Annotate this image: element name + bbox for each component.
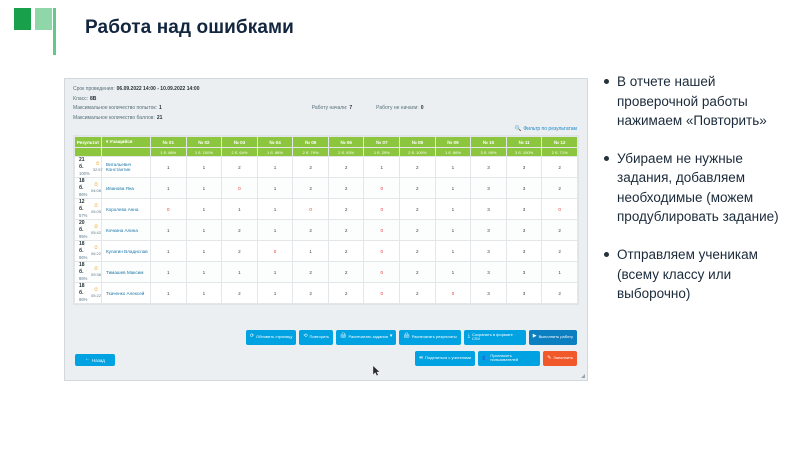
table-row[interactable] [75,199,578,220]
cell-task-6[interactable]: 2 [328,199,364,220]
cell-task-1[interactable]: 1 [151,283,187,304]
cell-task-5[interactable]: 2 [293,220,329,241]
cell-task-9[interactable]: 1 [435,157,471,178]
cell-task-8[interactable]: 2 [400,199,436,220]
cell-task-3[interactable]: 2 [222,241,258,262]
print-results-button[interactable] [399,330,460,345]
cell-task-7[interactable]: 0 [364,262,400,283]
cell-task-10[interactable]: 3 [471,199,507,220]
cell-pupil[interactable]: Тимашев Максим [102,262,151,283]
cell-task-8[interactable]: 2 [400,241,436,262]
cell-task-10[interactable]: 3 [471,220,507,241]
sub-task-2 [186,148,222,157]
cell-task-9[interactable]: 1 [435,220,471,241]
cell-task-3[interactable]: 1 [222,262,258,283]
list-item [604,72,794,131]
cell-task-9[interactable]: 0 [435,283,471,304]
results-table-wrapper [73,135,579,305]
col-pupil[interactable] [102,137,151,148]
cell-task-8[interactable]: 2 [400,262,436,283]
bullet-dot-icon [604,156,609,161]
table-row[interactable] [75,157,578,178]
results-table-body [75,157,578,304]
back-button[interactable] [75,354,115,366]
cell-task-3[interactable]: 2 [222,157,258,178]
cell-task-5[interactable]: 2 [293,157,329,178]
points-row [73,114,579,124]
bullet-text-1: В отчете нашей проверочной работы нажимаем «Повторить» [617,74,767,129]
cell-task-1[interactable]: 1 [151,178,187,199]
invite-users-button[interactable] [478,351,540,366]
sub-task-7 [364,148,400,157]
mouse-cursor-icon [373,366,380,376]
save-csv-label: Сохранить в формате CSV [471,331,513,342]
table-row[interactable] [75,220,578,241]
points-label: Максимальное количество баллов: [73,114,155,121]
sub-task-5 [293,148,329,157]
sub-task-10-score: 3 б. [480,149,488,155]
started-label: Работу начали: [311,105,348,111]
cell-task-7[interactable]: 0 [364,283,400,304]
fill-button[interactable] [543,351,577,366]
cell-task-2[interactable]: 1 [186,178,222,199]
fill-icon: ✎ [547,354,552,361]
col-task-3[interactable]: № 03 [222,137,258,148]
cell-task-1[interactable]: 1 [151,262,187,283]
cell-task-8[interactable]: 2 [400,178,436,199]
arrow-left-icon: ← [85,356,90,363]
sub-task-5-pct: 79% [310,149,319,155]
sub-task-4 [257,148,293,157]
filter-label: Фильтр по результатам [523,126,577,132]
sub-task-7-pct: 29% [381,149,390,155]
cell-task-12[interactable]: 2 [542,220,578,241]
back-button-label: Назад [92,357,105,363]
cell-task-7[interactable]: 0 [364,199,400,220]
col-task-8[interactable]: № 08 [400,137,436,148]
do-work-label: Выполнить работу [538,333,573,339]
sub-task-12 [542,148,578,157]
list-item [604,245,794,304]
sub-task-10-pct: 95% [488,149,497,155]
cell-task-4[interactable]: 1 [257,178,293,199]
cell-task-6[interactable]: 2 [328,220,364,241]
period-label: Срок проведения: [73,86,115,92]
cell-task-11[interactable]: 3 [506,241,542,262]
cell-task-2[interactable]: 1 [186,220,222,241]
decorative-squares [14,8,52,30]
period-row [73,85,579,95]
report-screenshot-panel [64,78,588,381]
cell-result: 12 б. 57% ⏱ 05:05 [75,199,102,220]
resize-corner-icon [581,374,585,378]
cell-task-3[interactable]: 0 [222,178,258,199]
sub-task-3-pct: 64% [239,149,248,155]
class-label: Класс: [73,95,88,102]
chevron-down-icon: ▾ [389,333,393,340]
sub-task-8 [400,148,436,157]
cell-task-9[interactable]: 1 [435,241,471,262]
table-row[interactable] [75,241,578,262]
download-icon: ⤓ [467,333,470,340]
sub-task-1-pct: 86% [168,149,177,155]
cell-task-4[interactable]: 1 [257,283,293,304]
class-row [73,95,579,105]
search-icon: 🔍 [514,126,522,132]
col-task-11[interactable]: № 11 [506,137,542,148]
cell-pupil[interactable]: Ткаченко Алексей [102,283,151,304]
cell-result: 18 б. 86% ⏱ 06:22 [75,241,102,262]
bullet-list [604,72,794,322]
cell-task-3[interactable]: 2 [222,220,258,241]
bullet-dot-icon [604,79,609,84]
refresh-page-label: Обновить страницу [256,333,293,339]
sub-task-2-pct: 100% [202,149,213,155]
cell-task-1[interactable]: 0 [151,199,187,220]
bullet-dot-icon [604,252,609,257]
attempts-row [73,104,579,114]
cell-task-7[interactable]: 0 [364,241,400,262]
sub-task-9-pct: 86% [452,149,461,155]
cell-task-4[interactable]: 1 [257,199,293,220]
sort-caret-icon: ▾ [106,139,110,144]
col-task-1[interactable]: № 01 [151,137,187,148]
sub-task-8-pct: 100% [416,149,427,155]
bullet-text-2: Убираем не нужные задания, добавляем необходимые (можем продублировать задание) [617,150,779,225]
sub-task-6 [328,148,364,157]
cell-task-11[interactable]: 3 [506,199,542,220]
cell-task-6[interactable]: 2 [328,241,364,262]
cell-task-11[interactable]: 3 [506,178,542,199]
not-started-label: Работу не начали: [376,105,419,111]
col-task-5[interactable]: № 05 [293,137,329,148]
cell-task-12[interactable]: 2 [542,178,578,199]
cell-task-10[interactable]: 3 [471,283,507,304]
cell-task-2[interactable]: 1 [186,262,222,283]
cell-task-5[interactable]: 2 [293,178,329,199]
cell-task-2[interactable]: 1 [186,157,222,178]
sub-task-3-score: 2 б. [231,149,239,155]
cell-task-6[interactable]: 2 [328,157,364,178]
sub-task-10 [471,148,507,157]
col-task-4[interactable]: № 04 [257,137,293,148]
cell-task-4[interactable]: 1 [257,157,293,178]
results-table [74,136,578,304]
cell-task-5[interactable]: 0 [293,199,329,220]
col-task-7[interactable]: № 07 [364,137,400,148]
page-title: Работа над ошибками [85,17,294,38]
cell-task-4[interactable]: 1 [257,220,293,241]
invite-users-label: Пригласить пользователей [490,352,519,363]
table-row[interactable] [75,178,578,199]
cell-task-11[interactable]: 3 [506,220,542,241]
sub-task-1 [151,148,187,157]
cell-task-5[interactable]: 1 [293,241,329,262]
printer-results-icon: 🖨 [403,333,410,340]
header-row-main [75,137,578,148]
cell-task-10[interactable]: 3 [471,157,507,178]
cell-task-1[interactable]: 1 [151,241,187,262]
period-value: 06.09.2022 14:00 - 10.09.2022 14:00 [116,86,200,92]
users-icon: 👥 [482,354,489,361]
cell-pupil[interactable]: Иванова Яна [102,178,151,199]
cell-task-1[interactable]: 1 [151,157,187,178]
cell-task-10[interactable]: 3 [471,262,507,283]
results-table-head [75,137,578,157]
col-pupil-label: Учащийся [109,139,133,144]
cell-task-11[interactable]: 3 [506,262,542,283]
save-csv-button[interactable] [464,330,526,345]
sub-task-12-pct: 71% [559,149,568,155]
cell-result: 20 б. 95% ⏱ 05:42 [75,220,102,241]
sub-task-4-score: 1 б. [267,149,274,155]
cell-task-8[interactable]: 2 [400,157,436,178]
points-value: 21 [156,114,163,121]
cell-pupil[interactable]: Кулагин Владислав [102,241,151,262]
cell-task-1[interactable]: 1 [151,220,187,241]
share-teachers-label: Поделиться с учителями [425,355,472,361]
cell-task-3[interactable]: 1 [222,199,258,220]
fill-label: Заполнить [553,355,573,361]
decor-square-dark [14,8,31,30]
col-task-9[interactable]: № 09 [435,137,471,148]
cell-task-2[interactable]: 1 [186,283,222,304]
cell-task-9[interactable]: 1 [435,262,471,283]
cell-task-6[interactable]: 2 [328,178,364,199]
cell-task-12[interactable]: 2 [542,241,578,262]
table-row[interactable] [75,262,578,283]
cell-result: 18 б. 86% ⏱ 04:08 [75,178,102,199]
col-task-12[interactable]: № 12 [542,137,578,148]
class-value: 8В [90,95,97,102]
not-started-value: 0 [420,105,424,111]
sub-task-6-score: 2 б. [338,149,345,155]
cell-task-4[interactable]: 1 [257,262,293,283]
col-result[interactable]: Результат [75,137,102,148]
sub-task-3 [222,148,258,157]
action-row-2 [75,351,577,366]
sub-result [75,148,102,157]
print-tasks-label: Распечатать задания [348,333,388,339]
play-icon: ▶ [532,333,537,340]
cell-task-5[interactable]: 2 [293,262,329,283]
cell-task-7[interactable]: 0 [364,178,400,199]
cell-task-10[interactable]: 3 [471,241,507,262]
cell-task-8[interactable]: 2 [400,220,436,241]
cell-pupil[interactable]: Кочкина Алина [102,220,151,241]
report-header [65,79,587,125]
printer-icon: 🖨 [340,333,347,340]
cell-task-6[interactable]: 2 [328,283,364,304]
cell-task-2[interactable]: 1 [186,241,222,262]
header-row-sub [75,148,578,157]
cell-task-2[interactable]: 1 [186,199,222,220]
cell-result: 18 б. 86% ⏱ 05:22 [75,283,102,304]
sub-task-11 [506,148,542,157]
sub-task-7-score: 1 б. [373,149,381,155]
action-row-1 [75,330,577,345]
sub-task-5-score: 2 б. [302,149,310,155]
list-item [604,149,794,227]
col-task-10[interactable]: № 10 [471,137,507,148]
refresh-page-button[interactable] [246,330,296,345]
print-tasks-button[interactable] [336,330,396,345]
bullet-text-3: Отправляем ученикам (всему классу или выборочно) [617,246,758,302]
cell-task-11[interactable]: 3 [506,283,542,304]
action-button-bar [65,330,587,366]
cell-task-6[interactable]: 2 [328,262,364,283]
cell-task-10[interactable]: 3 [471,178,507,199]
col-task-2[interactable]: № 02 [186,137,222,148]
cell-task-3[interactable]: 2 [222,283,258,304]
sub-task-2-score: 1 б. [194,149,202,155]
attempts-value: 1 [158,105,162,111]
cell-task-5[interactable]: 2 [293,283,329,304]
repeat-button[interactable] [299,330,333,345]
decor-square-light [35,8,52,30]
col-task-6[interactable]: № 06 [328,137,364,148]
filter-by-results-link[interactable] [65,125,587,135]
cell-task-12[interactable]: 2 [542,283,578,304]
cell-result: 21 б. 100% ⏱ 32:57 [75,157,102,178]
decor-vertical-bar [53,8,56,55]
sub-task-9 [435,148,471,157]
repeat-icon: ⟲ [303,333,308,340]
cell-result: 18 б. 86% ⏱ 09:36 [75,262,102,283]
repeat-label: Повторить [309,333,330,339]
cell-task-11[interactable]: 3 [506,157,542,178]
cell-task-9[interactable]: 1 [435,199,471,220]
cell-task-7[interactable]: 0 [364,220,400,241]
sub-task-4-pct: 86% [274,149,283,155]
print-results-label: Распечатать результаты [411,333,457,339]
refresh-icon: ⟳ [249,333,255,340]
sub-task-11-score: 3 б. [515,149,522,155]
cell-task-12[interactable]: 0 [542,199,578,220]
cell-task-4[interactable]: 0 [257,241,293,262]
sub-task-9-score: 1 б. [444,149,452,155]
do-work-button[interactable] [529,330,577,345]
share-teachers-button[interactable] [415,351,475,366]
sub-task-12-score: 2 б. [551,149,559,155]
sub-task-8-score: 2 б. [408,149,416,155]
attempts-label: Максимальное количество попыток: [73,105,157,111]
cell-task-8[interactable]: 2 [400,283,436,304]
sub-task-11-pct: 100% [522,149,534,155]
cell-pupil[interactable]: Королева Анна [102,199,151,220]
table-row[interactable] [75,283,578,304]
started-value: 7 [349,105,353,111]
sub-pupil [102,148,151,157]
share-icon: ⇚ [418,354,424,361]
cell-task-9[interactable]: 1 [435,178,471,199]
cell-task-12[interactable]: 2 [542,157,578,178]
cell-task-7[interactable]: 1 [364,157,400,178]
sub-task-1-score: 1 б. [160,149,168,155]
cell-pupil[interactable]: Витальевич Константин [102,157,151,178]
cell-task-12[interactable]: 1 [542,262,578,283]
sub-task-6-pct: 93% [346,149,355,155]
